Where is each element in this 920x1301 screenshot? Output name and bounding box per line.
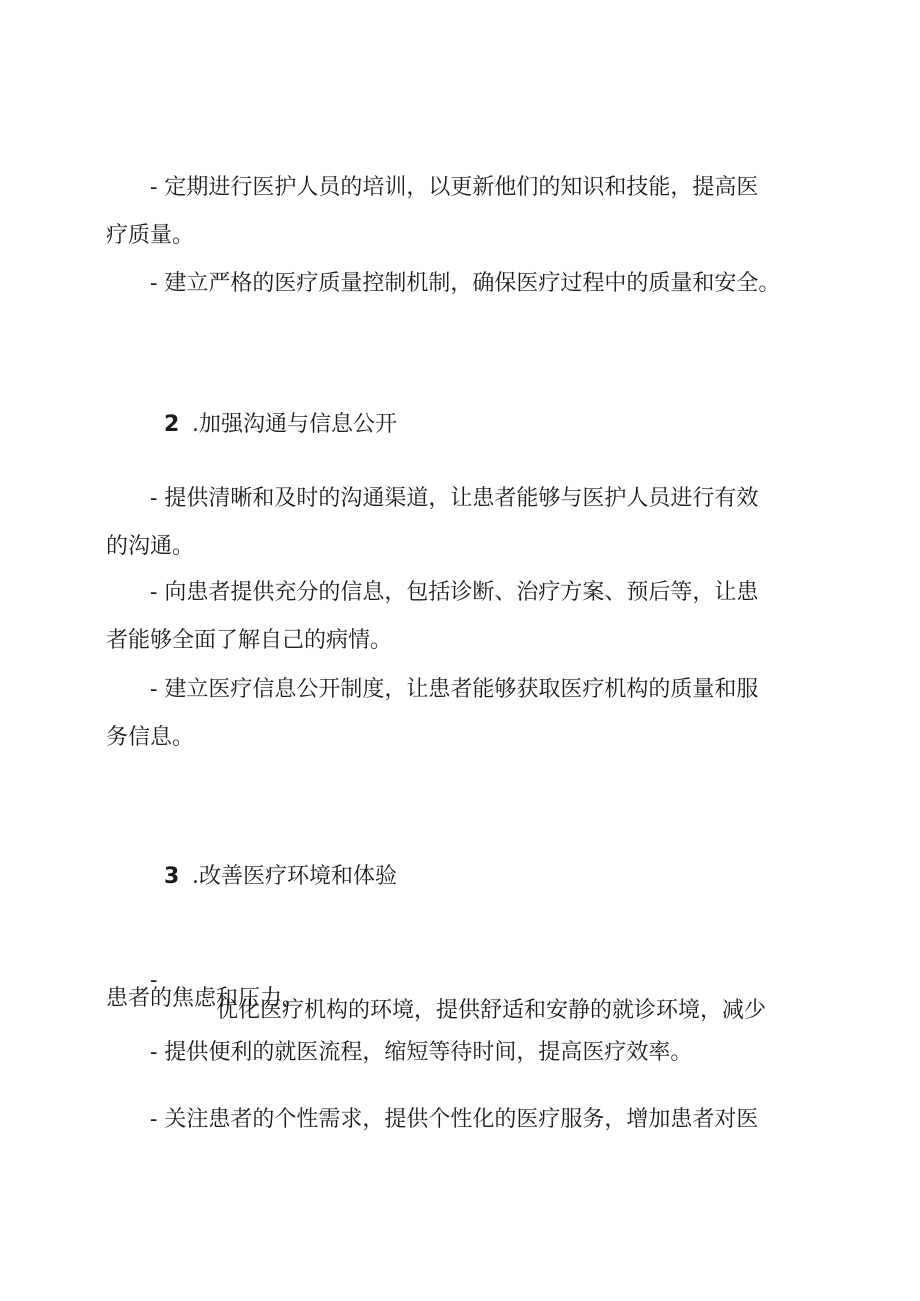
- section2-item2-line2: 者能够全面了解自己的病情。: [106, 628, 393, 653]
- section2-item2-line1: - 向患者提供充分的信息，包括诊断、治疗方案、预后等，让患: [150, 580, 759, 605]
- section1-item2-line1: - 建立严格的医疗质量控制机制，确保医疗过程中的质量和安全。: [150, 271, 781, 296]
- section3-item1-text: 优化医疗机构的环境，提供舒适和安静的就诊环境，减少: [216, 998, 767, 1023]
- section3-item1-dash: -: [150, 968, 158, 993]
- section3-title: .改善医疗环境和体验: [192, 864, 397, 889]
- section3-item3-line1: - 关注患者的个性需求，提供个性化的医疗服务，增加患者对医: [150, 1107, 759, 1132]
- section1-item1-line2: 疗质量。: [106, 223, 195, 248]
- section2-item3-line2: 务信息。: [106, 725, 195, 750]
- section2-heading: [150, 380, 397, 440]
- section2-title: .加强沟通与信息公开: [192, 412, 397, 437]
- section1-item1-line1: - 定期进行医护人员的培训，以更新他们的知识和技能，提高医: [150, 175, 759, 200]
- section2-item3-line1: - 建立医疗信息公开制度，让患者能够获取医疗机构的质量和服: [150, 677, 759, 702]
- section2-number: 2: [164, 412, 180, 437]
- section3-number: 3: [164, 864, 180, 889]
- section3-heading: [150, 832, 397, 892]
- section2-item1-line2: 的沟通。: [106, 534, 195, 559]
- section2-item1-line1: - 提供清晰和及时的沟通渠道，让患者能够与医护人员进行有效: [150, 486, 759, 511]
- section3-item2-line1: - 提供便利的就医流程，缩短等待时间，提高医疗效率。: [150, 1040, 693, 1065]
- section3-item1-line2: 患者的焦虑和压力。: [106, 986, 305, 1011]
